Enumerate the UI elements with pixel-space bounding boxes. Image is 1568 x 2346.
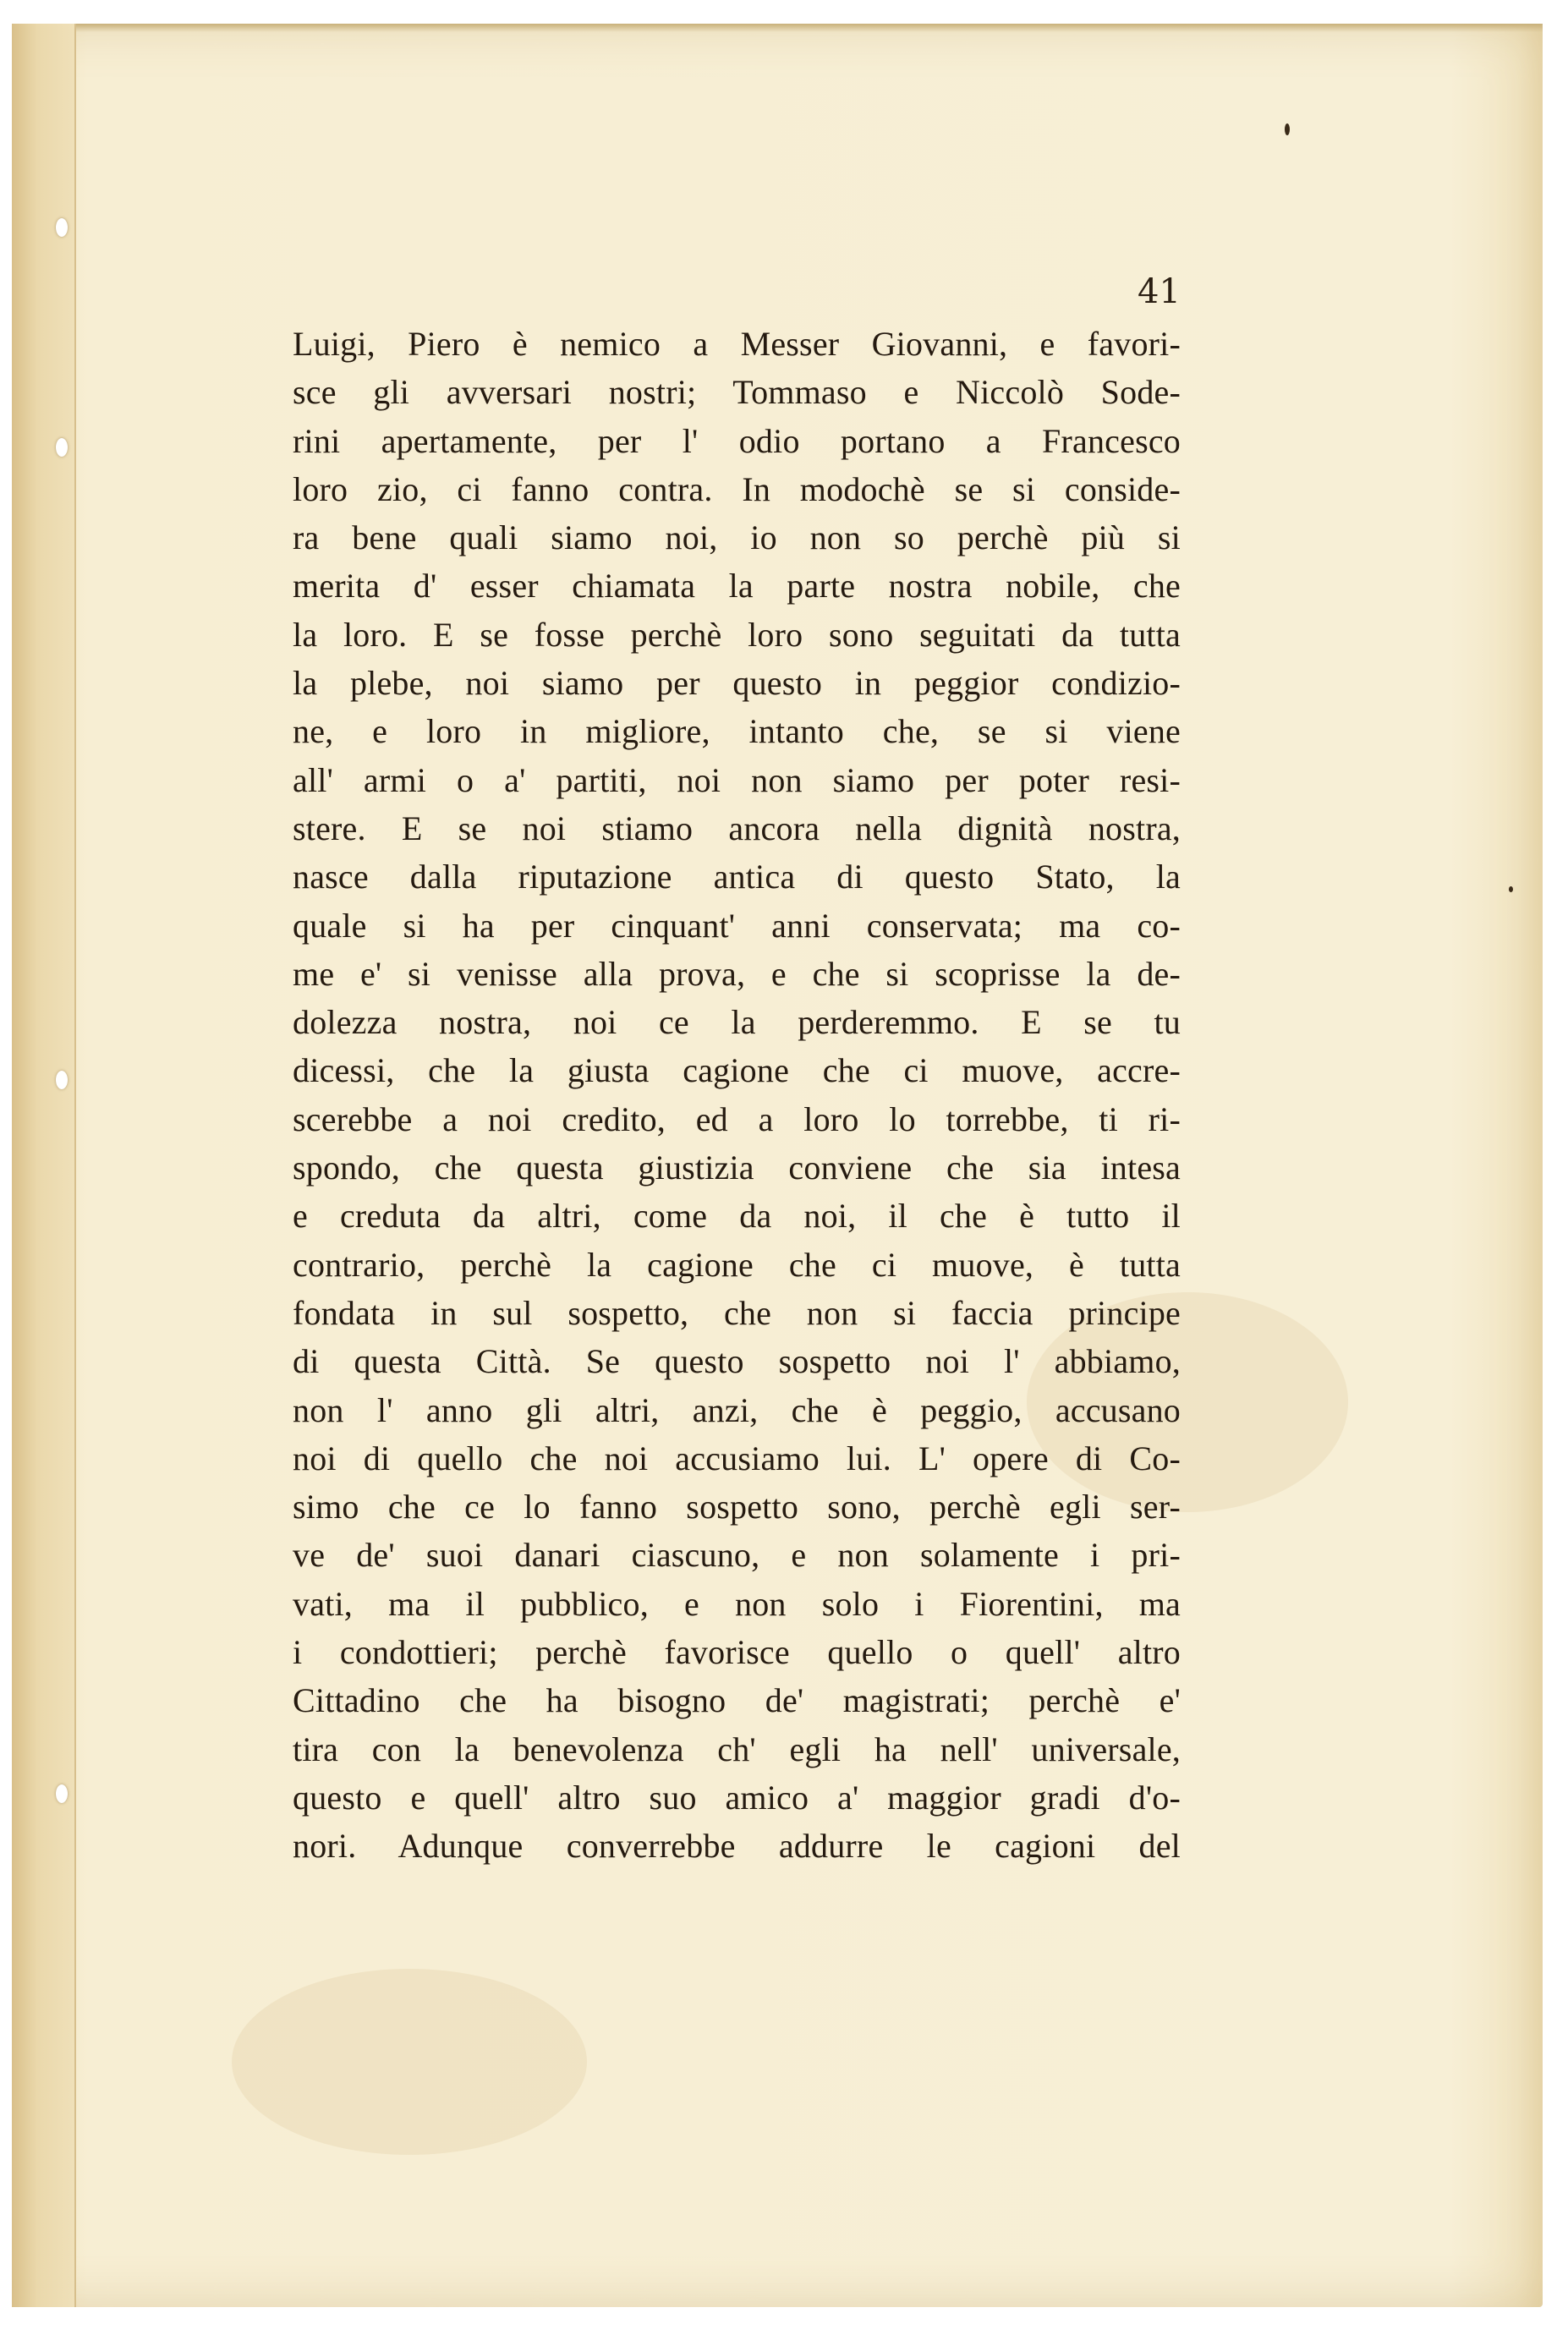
text-line: me e' si venisse alla prova, e che si scoprisse la de- <box>293 954 1181 993</box>
top-edge-shadow <box>74 24 1543 32</box>
text-line: nasce dalla riputazione antica di questo Stato, la <box>293 858 1181 896</box>
text-line: stere. E se noi stiamo ancora nella dignità nostra, <box>293 808 1181 847</box>
ink-speck <box>1285 123 1290 135</box>
binding-hole <box>56 218 68 237</box>
text-line: all' armi o a' partiti, noi non siamo per poter resi- <box>293 760 1181 799</box>
text-line: vati, ma il pubblico, e non solo i Fiorentini, ma <box>293 1584 1181 1623</box>
text-line: Luigi, Piero è nemico a Messer Giovanni, e favori- <box>293 325 1181 363</box>
binding-strip <box>12 24 76 2307</box>
text-line: sce gli avversari nostri; Tommaso e Niccolò Sode- <box>293 373 1181 412</box>
text-line: nori. Adunque converrebbe addurre le cagioni del <box>293 1827 1181 1866</box>
text-line: ve de' suoi danari ciascuno, e non solamente i pri- <box>293 1536 1181 1575</box>
text-line: tira con la benevolenza ch' egli ha nell' universale, <box>293 1729 1181 1768</box>
text-line: merita d' esser chiamata la parte nostra nobile, che <box>293 567 1181 606</box>
binding-hole <box>56 1071 68 1089</box>
text-line: contrario, perchè la cagione che ci muove, è tutta <box>293 1245 1181 1284</box>
text-line: questo e quell' altro suo amico a' maggior gradi d'o- <box>293 1778 1181 1817</box>
text-line: ra bene quali siamo noi, io non so perchè più si <box>293 518 1181 557</box>
text-line: dolezza nostra, noi ce la perderemmo. E se tu <box>293 1003 1181 1042</box>
text-line: simo che ce lo fanno sospetto sono, perchè egli ser- <box>293 1488 1181 1527</box>
text-line: e creduta da altri, come da noi, il che è tutto il <box>293 1197 1181 1236</box>
binding-hole <box>56 1784 68 1803</box>
text-line: la plebe, noi siamo per questo in peggior condizio- <box>293 664 1181 703</box>
text-line: spondo, che questa giustizia conviene che sia intesa <box>293 1148 1181 1187</box>
text-line: dicessi, che la giusta cagione che ci muove, accre- <box>293 1051 1181 1090</box>
text-line: ne, e loro in migliore, intanto che, se si viene <box>293 712 1181 751</box>
body-text <box>293 320 1181 1871</box>
text-line: non l' anno gli altri, anzi, che è peggio, accusano <box>293 1390 1181 1429</box>
paper-stain <box>232 1969 587 2155</box>
text-line: rini apertamente, per l' odio portano a Francesco <box>293 421 1181 460</box>
page-number: 41 <box>1138 272 1181 311</box>
text-line: quale si ha per cinquant' anni conservata; ma co- <box>293 906 1181 945</box>
binding-hole <box>56 438 68 457</box>
text-line: Cittadino che ha bisogno de' magistrati; perchè e' <box>293 1681 1181 1720</box>
text-line: fondata in sul sospetto, che non si faccia principe <box>293 1293 1181 1332</box>
ink-speck <box>1509 886 1513 892</box>
text-line: di questa Città. Se questo sospetto noi l' abbiamo, <box>293 1342 1181 1381</box>
text-line: loro zio, ci fanno contra. In modochè se si conside- <box>293 469 1181 508</box>
text-line: scerebbe a noi credito, ed a loro lo torrebbe, ti ri- <box>293 1099 1181 1138</box>
text-line: la loro. E se fosse perchè loro sono seguitati da tutta <box>293 615 1181 654</box>
text-line: noi di quello che noi accusiamo lui. L' opere di Co- <box>293 1439 1181 1477</box>
text-line: i condottieri; perchè favorisce quello o quell' altro <box>293 1633 1181 1672</box>
